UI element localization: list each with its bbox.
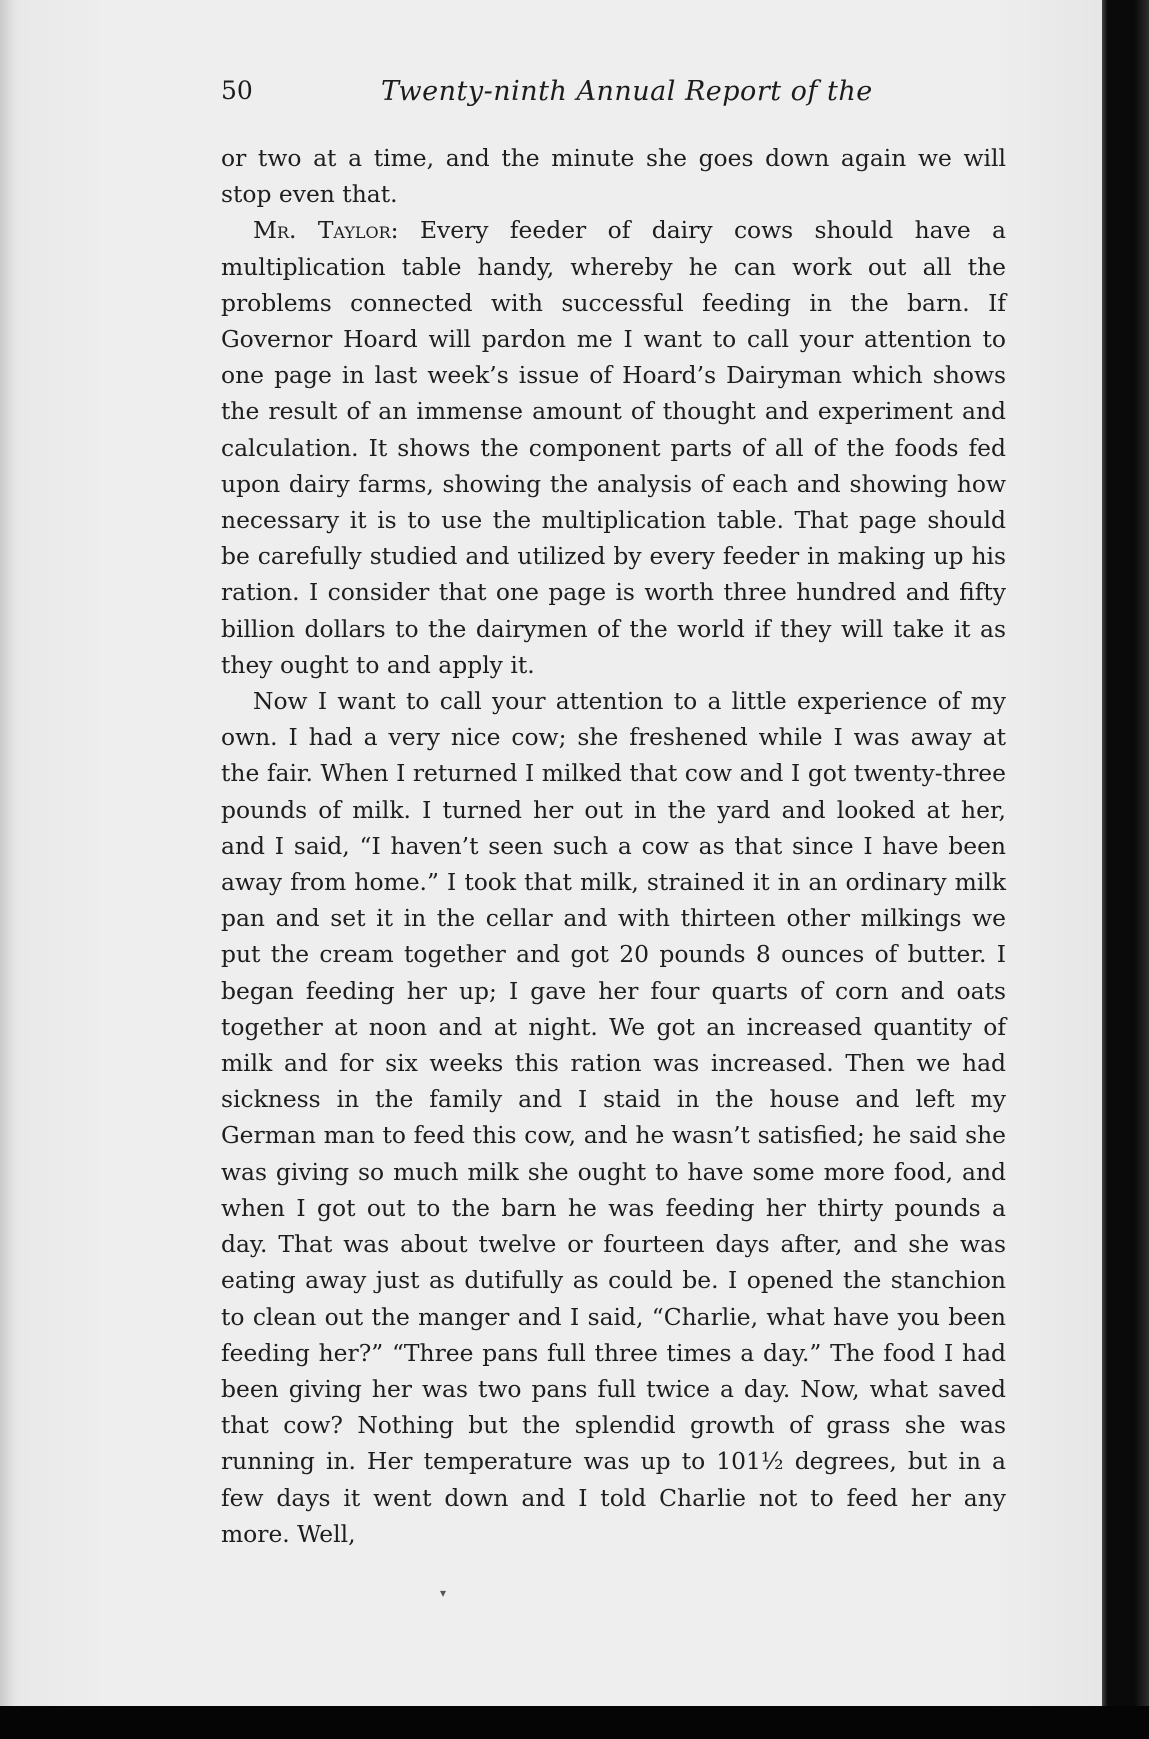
- paragraph-1-text: or two at a time, and the minute she goes down again we will stop even that.: [221, 144, 1006, 209]
- bottom-mark: ▾: [440, 1586, 447, 1600]
- speaker-name: Mr. Taylor:: [253, 216, 399, 245]
- paragraph-2: [221, 212, 1006, 683]
- paragraph-3-text: Now I want to call your attention to a little experience of my own. I had a very nice cow; she freshened while I was away at the fair. When I returned I milked that cow and I got twenty-three pounds of milk. I turned her out in the yard and looked at her, and I said, “I haven’t seen such a cow as that since I have been away from home.” I took that milk, strained it in an ordinary milk pan and set it in the cellar and with thirteen other milkings we put the cream together and got 20 pounds 8 ounces of butter. I began feeding her up; I gave her four quarts of corn and oats together at noon and at night. We got an increased quantity of milk and for six weeks this ration was increased. Then we had sickness in the family and I staid in the house and left my German man to feed this cow, and he wasn’t satisfied; he said she was giving so much milk she ought to have some more food, and when I got out to the barn he was feeding her thirty pounds a day. That was about twelve or fourteen days after, and she was eating away just as dutifully as could be. I opened the stanchion to clean out the manger and I said, “Charlie, what have you been feeding her?” “Three pans full three times a day.” The food I had been giving her was two pans full twice a day. Now, what saved that cow? Nothing but the splendid growth of grass she was running in. Her temperature was up to 101½ degrees, but in a few days it went down and I told Charlie not to feed her any more. Well,: [221, 687, 1006, 1548]
- scan-right-border: [1102, 0, 1149, 1739]
- body-text: [221, 140, 1006, 1552]
- page-number: 50: [221, 76, 253, 105]
- page-left-edge: [0, 0, 14, 1706]
- paragraph-3: [221, 683, 1006, 1552]
- paragraph-2-text: Every feeder of dairy cows should have a multiplication table handy, whereby he can work out all the problems connected with successful feeding in the barn. If Governor Hoard will pardon me I want to call your attention to one page in last week’s issue of Hoard’s Dairyman which shows the result of an immense amount of thought and experiment and calculation. It shows the component parts of all of the foods fed upon dairy farms, showing the analysis of each and showing how necessary it is to use the multiplication table. That page should be carefully studied and utilized by every feeder in making up his ration. I consider that one page is worth three hundred and fifty billion dollars to the dairymen of the world if they will take it as they ought to and apply it.: [221, 216, 1007, 679]
- running-title: Twenty-ninth Annual Report of the: [381, 76, 873, 107]
- page-header: [221, 76, 991, 116]
- scan-bottom-border: [0, 1706, 1149, 1739]
- paragraph-1: [221, 140, 1006, 212]
